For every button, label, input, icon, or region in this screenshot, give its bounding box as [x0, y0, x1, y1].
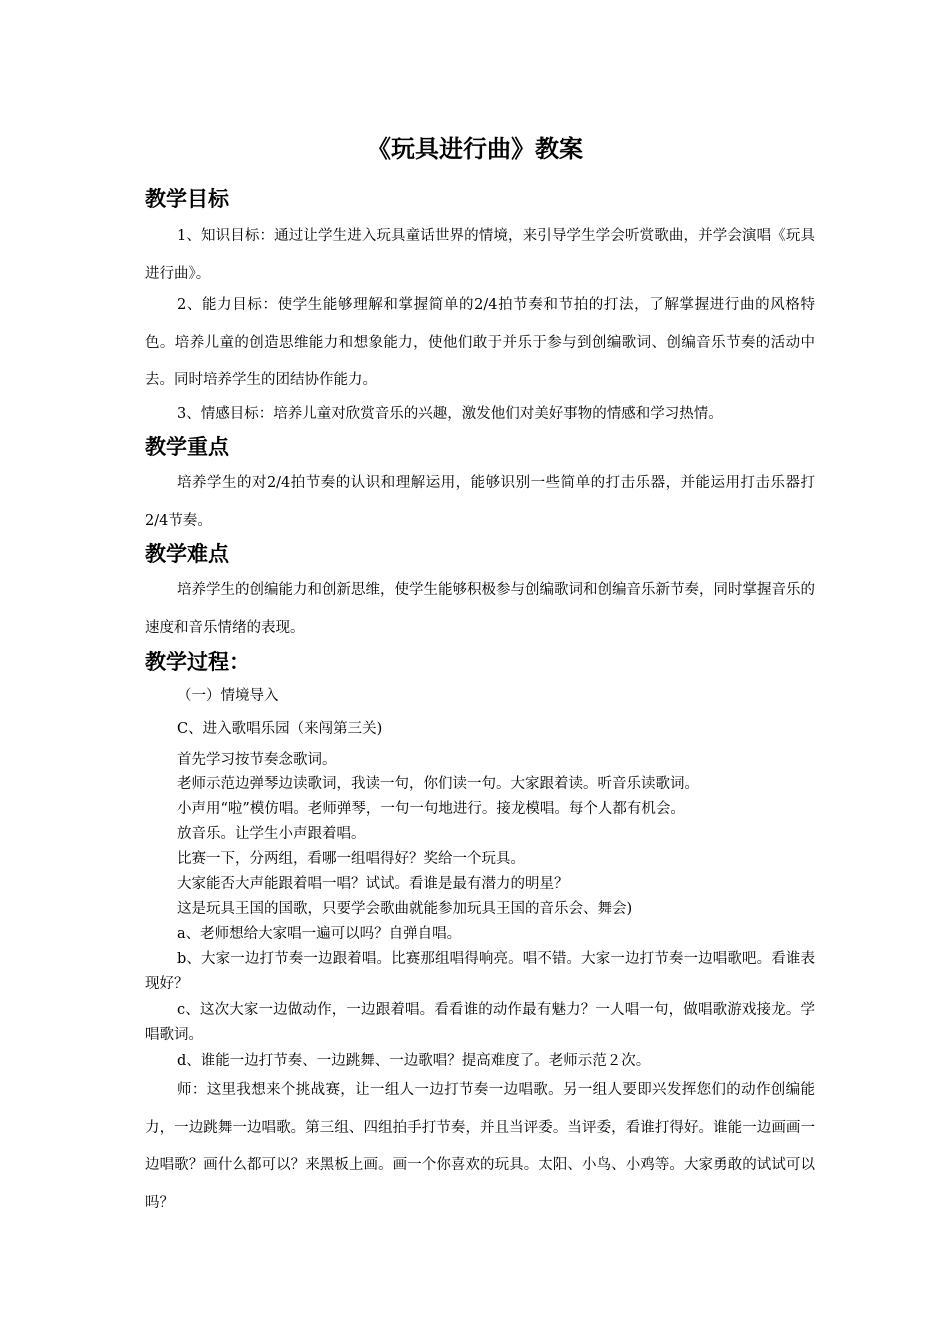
heading-key-points: 教学重点: [145, 435, 229, 459]
process-teacher-text: 师：这里我想来个挑战赛，让一组人一边打节奏一边唱歌。另一组人要即兴发挥您们的动作创编能力，一边跳舞一边唱歌。第三组、四组拍手打节奏，并且当评委。当评委，看谁打得好。谁能一边画画一边唱歌？画什么都可以？来黑板上画。画一个你喜欢的玩具。太阳、小鸟、小鸡等。大家勇敢的试试可以吗？: [145, 1082, 815, 1211]
difficulties-text: 培养学生的创编能力和创新思维，使学生能够积极参与创编歌词和创编音乐新节奏，同时掌握音乐的速度和音乐情绪的表现。: [145, 582, 815, 636]
heading-process: 教学过程：: [145, 650, 250, 674]
heading-difficulties: 教学难点: [145, 542, 229, 566]
objective-emotion: 3、情感目标：培养儿童对欣赏音乐的兴趣，激发他们对美好事物的情感和学习热情。: [177, 406, 723, 422]
process-line: 小声用“啦”模仿唱。老师弹琴，一句一句地进行。接龙模唱。每个人都有机会。: [177, 801, 685, 817]
document-title: 《玩具进行曲》教案: [367, 135, 583, 163]
process-step-c: C、进入歌唱乐园（来闯第三关): [177, 721, 383, 737]
process-item-c: c、这次大家一边做动作，一边跟着唱。看看谁的动作最有魅力？一人唱一句，做唱歌游戏接龙。学唱歌词。: [145, 1002, 815, 1043]
process-line: 这是玩具王国的国歌，只要学会歌曲就能参加玩具王国的音乐会、舞会): [177, 901, 633, 917]
objective-ability: 2、能力目标：使学生能够理解和掌握简单的2/4拍节奏和节拍的打法，了解掌握进行曲的风格特色。培养儿童的创造思维能力和想象能力，使他们敢于并乐于参与到创编歌词、创编音乐节奏的活动中去。同时培养学生的团结协作能力。: [145, 297, 815, 388]
process-line: 老师示范边弹琴边读歌词，我读一句，你们读一句。大家跟着读。听音乐读歌词。: [177, 776, 699, 792]
process-item-b: b、大家一边打节奏一边跟着唱。比赛那组唱得响亮。唱不错。大家一边打节奏一边唱歌吧。看谁表现好？: [145, 951, 815, 992]
objective-knowledge: 1、知识目标：通过让学生进入玩具童话世界的情境，来引导学生学会听赏歌曲，并学会演唱《玩具进行曲》。: [145, 228, 815, 282]
process-step-intro: （一）情境导入: [177, 688, 279, 704]
process-item-d: d、谁能一边打节奏、一边跳舞、一边歌唱？提高难度了。老师示范２次。: [177, 1053, 651, 1069]
process-line: 首先学习按节奏念歌词。: [177, 752, 337, 768]
key-points-text: 培养学生的对2/4拍节奏的认识和理解运用，能够识别一些简单的打击乐器，并能运用打击乐器打2/4节奏。: [145, 475, 815, 529]
process-line: 比赛一下，分两组，看哪一组唱得好？奖给一个玩具。: [177, 851, 525, 867]
process-line: 大家能否大声能跟着唱一唱？试试。看谁是最有潜力的明星？: [177, 876, 569, 892]
heading-objectives: 教学目标: [145, 187, 229, 211]
process-line: 放音乐。让学生小声跟着唱。: [177, 826, 366, 842]
process-line: a、老师想给大家唱一遍可以吗？自弹自唱。: [177, 926, 462, 942]
